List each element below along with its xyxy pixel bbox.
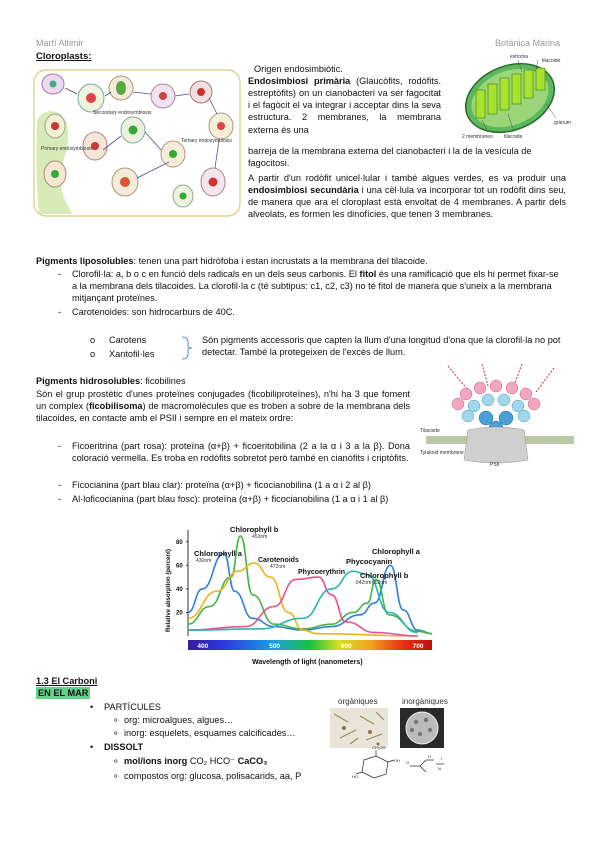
annot-430: 430nm bbox=[196, 558, 212, 564]
ficobilisoma-paragraph bbox=[36, 388, 410, 424]
inorg-item: inorg: esquelets, esquames calcificades… bbox=[124, 728, 296, 738]
hidrosolubles-heading bbox=[36, 375, 186, 387]
inorganiques-label: inorgàniques bbox=[402, 697, 448, 706]
chart-ylabel: Relative absorption (percent) bbox=[166, 548, 172, 632]
x-tick-label: 400 bbox=[197, 643, 209, 650]
svg-text:O: O bbox=[428, 754, 432, 759]
sub-bullet-org: ⚬ bbox=[112, 715, 120, 725]
liposolubles-term: Pigments liposolubles bbox=[36, 256, 134, 266]
origen-text: Origen endosimbiòtic. bbox=[254, 64, 343, 74]
dash-5: - bbox=[58, 494, 62, 504]
svg-text:N: N bbox=[438, 766, 441, 771]
phycobilisome-figure bbox=[418, 364, 576, 468]
label-tilacoide-bottom: tilacoide bbox=[504, 134, 523, 140]
org-item: org: microalgues, algues… bbox=[124, 715, 234, 725]
y-tick-label: 80 bbox=[176, 539, 183, 546]
phycoerythrin-rods bbox=[452, 380, 540, 410]
dissolt-item: DISSOLT bbox=[104, 742, 144, 752]
caco3-term: CaCO₃ bbox=[237, 756, 268, 766]
phycocyanin-rods bbox=[462, 394, 530, 422]
label-tertiary: Tertiary endosymbiosis bbox=[181, 138, 232, 144]
label-tylakoid-membrane: Tylakoid membrane bbox=[420, 450, 464, 456]
hidrosolubles-text: : ficobilines bbox=[140, 376, 186, 386]
particules-item: PARTÍCULES bbox=[104, 702, 161, 712]
en-el-mar-heading: EN EL MAR bbox=[38, 688, 89, 698]
brace-icon bbox=[180, 336, 194, 360]
aloficocianina-item: Al·loficocianina (part blau fosc): proteïna (α+β) + ficocianobilina (1 a α i 1 al β) bbox=[72, 494, 389, 504]
primary-endosymbiosis-term: Endosimbiosi primària bbox=[248, 76, 351, 86]
carotens-item: Carotens bbox=[109, 335, 147, 345]
xantofiles-item: Xantofil·les bbox=[109, 349, 155, 359]
spectrum-bar bbox=[188, 640, 432, 650]
svg-text:OH: OH bbox=[394, 758, 400, 763]
primary-endosymbiosis-continuation: barreja de la membrana externa del cianobacteri i la de la vesícula de fagocitosi. bbox=[248, 146, 532, 169]
x-tick-label: 500 bbox=[269, 643, 280, 650]
sub-bullet-inorg: ⚬ bbox=[112, 728, 120, 738]
clorofila-text-b: és una ramificació que els hi permet fixar-se a la membrana dels tilacoides. La clorofil·la c (té subtipus: c1, c2, c3) no té fitol de manera que s'uneix a la membrana mitjançant proteïnes. bbox=[72, 269, 559, 304]
psii-complex bbox=[464, 427, 528, 463]
annot-phycocyanin: Phycocyanin bbox=[346, 557, 393, 566]
glucose-molecule-figure bbox=[350, 746, 450, 786]
annot-carotenoids: Carotenoids bbox=[258, 557, 299, 564]
label-estroma: estroma bbox=[510, 54, 529, 60]
sub-bullet-mol: ⚬ bbox=[112, 756, 120, 766]
label-granum: grànum bbox=[554, 120, 571, 126]
annot-chl-b-title: Chlorophyll b bbox=[230, 525, 279, 534]
svg-text:O: O bbox=[406, 760, 410, 765]
annot-chl-a-right: Chlorophyll a bbox=[372, 547, 420, 556]
label-2-membranes: 2 membranes bbox=[462, 134, 493, 140]
svg-text:+: + bbox=[440, 756, 443, 761]
label-tilacoide: Tilacoide bbox=[420, 428, 440, 434]
clorofila-text-a: Clorofil·la: a, b o c en funció dels radicals en un dels seus carbonis. El bbox=[72, 269, 360, 279]
y-tick-label: 20 bbox=[176, 610, 183, 617]
y-tick-label: 60 bbox=[176, 563, 183, 570]
liposolubles-heading bbox=[36, 255, 566, 267]
sub-bullet-2: o bbox=[90, 349, 96, 359]
sub-bullet-compostos: ⚬ bbox=[112, 771, 120, 781]
ficobilisoma-term: ficobilisoma bbox=[88, 401, 143, 412]
mol-ions-term: mol/ions inorg bbox=[124, 756, 188, 766]
dash-3: - bbox=[58, 441, 62, 451]
y-tick-label: 40 bbox=[176, 586, 183, 593]
secondary-endosymbiosis-paragraph bbox=[248, 172, 566, 221]
dash-2: - bbox=[58, 307, 62, 317]
compostos-item: compostos org: glucosa, polisacarids, aa, P bbox=[124, 771, 302, 781]
annot-662: 662nm bbox=[372, 580, 388, 586]
carotenoides-note: Són pigments accessoris que capten la llum d'una longitud d'ona que la clorofil·la no pot detectar. També la protegeixen de l'excés de llum. bbox=[202, 335, 561, 358]
svg-text:HO: HO bbox=[352, 774, 358, 779]
bullet-particules: • bbox=[90, 702, 94, 712]
dash-1: - bbox=[58, 269, 62, 279]
fitol-term: fitol bbox=[359, 269, 377, 279]
absorption-chart bbox=[160, 524, 436, 670]
annot-phycoerythrin: Phycoerythrin bbox=[298, 569, 346, 576]
annot-472: 472nm bbox=[270, 564, 286, 570]
annot-chl-a-left: Chlorophyll a bbox=[194, 549, 242, 558]
ficoeritrina-item: Ficoeritrina (part rosa): proteïna (α+β) + ficoeritobilina (2 a la α i 3 a la β). Dona coloració vermella. Es troba en rodòfits sobretot però també en cianòfits i criptòfits. bbox=[72, 441, 410, 464]
hidrosolubles-term: Pigments hidrosolubles bbox=[36, 376, 141, 386]
annot-chl-b-right: Chlorophyll b bbox=[360, 571, 409, 580]
secondary-endosymbiosis-term: endosimbiosi secundària bbox=[248, 185, 359, 196]
annot-453: 453nm bbox=[252, 534, 268, 540]
primary-endosymbiosis-text: (Glaucòfits, rodòfits. estreptòfits) on un cianobacteri va ser fagocitat i el fagòcit el va integrar i acceptar dins la seva estructura. 2 membranes, la membrana externa és una bbox=[248, 76, 441, 135]
header-subject: Botànica Marina bbox=[494, 38, 560, 48]
endosymbiosis-diagram bbox=[33, 66, 241, 218]
x-tick-label: 600 bbox=[340, 643, 352, 650]
organiques-label: orgàniques bbox=[338, 697, 378, 706]
secondary-text-b: i una cèl·lula va incorporar tot un rodòfit dins seu, de manera que ara el cloroplast està envoltat de 4 membranes. A partir dels alveolats, es formen les dinofícies, que tenen 3 membranes. bbox=[248, 185, 566, 220]
chart-xlabel: Wavelength of light (nanometers) bbox=[252, 659, 363, 666]
annot-642: 642nm bbox=[356, 580, 372, 586]
mol-ions-text: CO₂ HCO⁻ bbox=[187, 756, 238, 766]
ficocianina-item: Ficocianina (part blau clar): proteïna (α+β) + ficocianobilina (1 a α i 2 al β) bbox=[72, 480, 371, 490]
clorofila-item bbox=[72, 268, 564, 304]
mol-ions-item bbox=[124, 755, 267, 767]
liposolubles-text: : tenen una part hidròfoba i estan incrustats a la membrana del tilacoide. bbox=[133, 256, 428, 266]
label-secondary: Secondary endosymbiosis bbox=[93, 110, 152, 116]
inorganic-particles-image bbox=[400, 708, 444, 748]
primary-endosymbiosis-paragraph bbox=[248, 75, 441, 136]
secondary-text-a: A partir d'un rodòfit unicel·lular i també algues verdes, es va produir una bbox=[248, 173, 566, 183]
organic-particles-image bbox=[330, 708, 388, 748]
section-title-cloroplasts: Cloroplasts: bbox=[36, 51, 92, 62]
dash-4: - bbox=[58, 480, 62, 490]
section-title-carboni: 1.3 El Carboni bbox=[36, 676, 98, 686]
x-tick-label: 700 bbox=[412, 643, 424, 650]
label-psii: PSII bbox=[490, 462, 500, 468]
label-tilacoide-top: tilacoide bbox=[542, 58, 561, 64]
label-primary: Primary endosymbiosis bbox=[41, 146, 93, 152]
carotenoides-item: Carotenoides: son hidrocarburs de 40C. bbox=[72, 307, 235, 317]
bullet-dissolt: • bbox=[90, 742, 94, 752]
header-author: Martí Altimir bbox=[36, 38, 84, 48]
chloroplast-figure bbox=[458, 50, 576, 142]
svg-text:CH₂OH: CH₂OH bbox=[372, 746, 386, 750]
sub-bullet-1: o bbox=[90, 335, 96, 345]
ficobilisoma-text-b: ) de macromolècules que es troben a sobre de la membrana dels tilacoides, en contacte amb el PSII i sempre en el mateix ordre: bbox=[36, 401, 410, 424]
ficobilisoma-text-a: Són el grup prostètic d'unes proteïnes conjugades (ficobiliproteïnes), n'hi ha 3 que foment un complex ( bbox=[36, 389, 410, 412]
